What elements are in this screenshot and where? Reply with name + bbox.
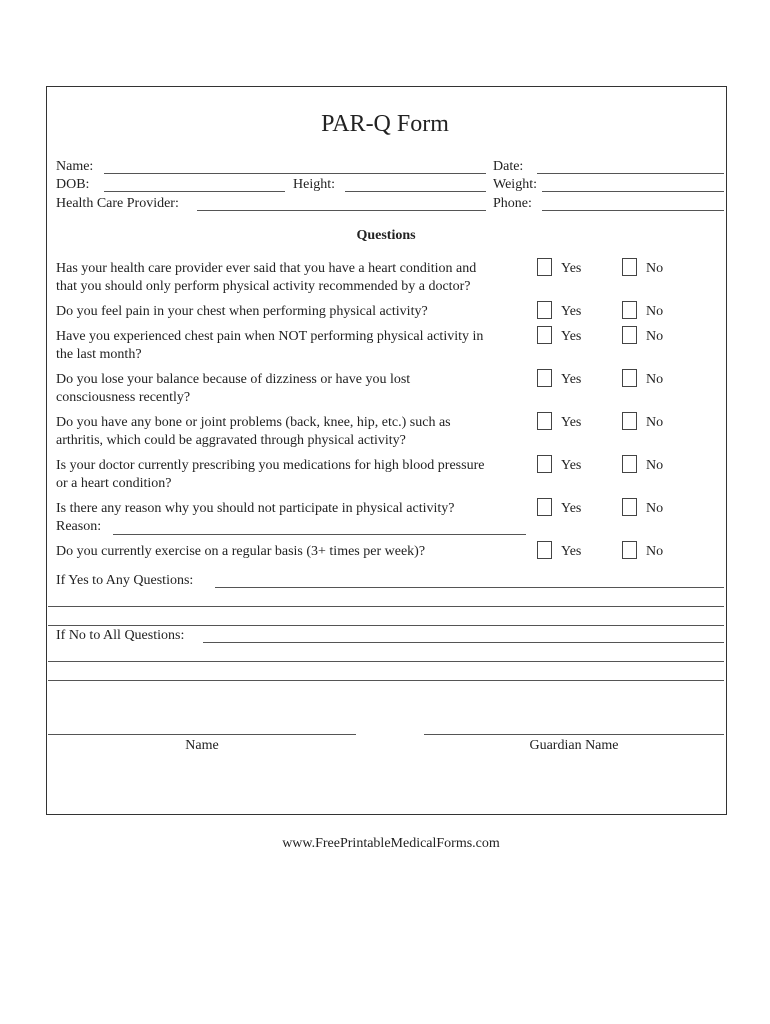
weight-field[interactable] — [542, 191, 724, 192]
question-2-no-checkbox[interactable] — [622, 301, 637, 319]
questions-heading: Questions — [356, 228, 416, 243]
if-no-field-line-2[interactable] — [48, 661, 724, 662]
name-field[interactable] — [104, 173, 486, 174]
if-no-label: If No to All Questions: — [56, 628, 185, 643]
question-5-text: Do you have any bone or joint problems (back, knee, hip, etc.) such as — [56, 415, 451, 430]
question-5-yes-label: Yes — [561, 415, 582, 430]
question-7-no-label: No — [646, 501, 664, 516]
question-8-yes-label: Yes — [561, 544, 582, 559]
question-4-yes-label: Yes — [561, 372, 582, 387]
provider-field[interactable] — [197, 210, 486, 211]
question-5-no-checkbox[interactable] — [622, 412, 637, 430]
question-6-text: Is your doctor currently prescribing you medications for high blood pressure — [56, 458, 485, 473]
question-1-text: Has your health care provider ever said that you have a heart condition and — [56, 261, 477, 276]
dob-label: DOB: — [56, 177, 90, 192]
question-4-yes-checkbox[interactable] — [537, 369, 552, 387]
height-field[interactable] — [345, 191, 486, 192]
question-6-no-label: No — [646, 458, 664, 473]
question-8-no-checkbox[interactable] — [622, 541, 637, 559]
question-4-text: Do you lose your balance because of dizziness or have you lost — [56, 372, 411, 387]
question-8-yes-checkbox[interactable] — [537, 541, 552, 559]
question-7-no-checkbox[interactable] — [622, 498, 637, 516]
question-2-no-label: No — [646, 304, 664, 319]
question-1-text-cont: that you should only perform physical activity recommended by a doctor? — [56, 279, 471, 294]
question-3-text-cont: the last month? — [56, 347, 142, 362]
question-1-no-label: No — [646, 261, 664, 276]
question-1-yes-checkbox[interactable] — [537, 258, 552, 276]
question-7-yes-checkbox[interactable] — [537, 498, 552, 516]
question-7-yes-label: Yes — [561, 501, 582, 516]
question-2-text: Do you feel pain in your chest when performing physical activity? — [56, 304, 428, 319]
question-8-text: Do you currently exercise on a regular basis (3+ times per week)? — [56, 544, 426, 559]
date-field[interactable] — [537, 173, 724, 174]
question-7-text: Is there any reason why you should not participate in physical activity? — [56, 501, 455, 516]
if-yes-field-line-2[interactable] — [48, 606, 724, 607]
question-4-no-label: No — [646, 372, 664, 387]
question-4-text-cont: consciousness recently? — [56, 390, 191, 405]
question-3-no-label: No — [646, 329, 664, 344]
date-label: Date: — [493, 159, 524, 174]
footer-url[interactable]: www.FreePrintableMedicalForms.com — [282, 836, 500, 851]
question-6-no-checkbox[interactable] — [622, 455, 637, 473]
weight-label: Weight: — [493, 177, 537, 192]
if-no-field[interactable] — [203, 642, 724, 643]
if-yes-field-line-3[interactable] — [48, 625, 724, 626]
question-6-yes-checkbox[interactable] — [537, 455, 552, 473]
question-3-yes-label: Yes — [561, 329, 582, 344]
question-3-no-checkbox[interactable] — [622, 326, 637, 344]
guardian-signature-line[interactable] — [424, 734, 724, 735]
name-label: Name: — [56, 159, 94, 174]
name-signature-label: Name — [185, 738, 219, 753]
question-5-text-cont: arthritis, which could be aggravated through physical activity? — [56, 433, 406, 448]
provider-label: Health Care Provider: — [56, 196, 179, 211]
question-2-yes-label: Yes — [561, 304, 582, 319]
form-title: PAR-Q Form — [321, 111, 449, 137]
question-3-text: Have you experienced chest pain when NOT performing physical activity in — [56, 329, 484, 344]
dob-field[interactable] — [104, 191, 285, 192]
question-1-yes-label: Yes — [561, 261, 582, 276]
guardian-signature-label: Guardian Name — [529, 738, 619, 753]
if-yes-label: If Yes to Any Questions: — [56, 573, 194, 588]
question-1-no-checkbox[interactable] — [622, 258, 637, 276]
question-6-yes-label: Yes — [561, 458, 582, 473]
reason-field[interactable] — [113, 534, 526, 535]
phone-label: Phone: — [493, 196, 532, 211]
question-2-yes-checkbox[interactable] — [537, 301, 552, 319]
question-8-no-label: No — [646, 544, 664, 559]
question-4-no-checkbox[interactable] — [622, 369, 637, 387]
question-3-yes-checkbox[interactable] — [537, 326, 552, 344]
reason-label: Reason: — [56, 519, 102, 534]
question-6-text-cont: or a heart condition? — [56, 476, 172, 491]
name-signature-line[interactable] — [48, 734, 356, 735]
if-yes-field[interactable] — [215, 587, 724, 588]
question-5-yes-checkbox[interactable] — [537, 412, 552, 430]
height-label: Height: — [293, 177, 335, 192]
phone-field[interactable] — [542, 210, 724, 211]
if-no-field-line-3[interactable] — [48, 680, 724, 681]
question-5-no-label: No — [646, 415, 664, 430]
